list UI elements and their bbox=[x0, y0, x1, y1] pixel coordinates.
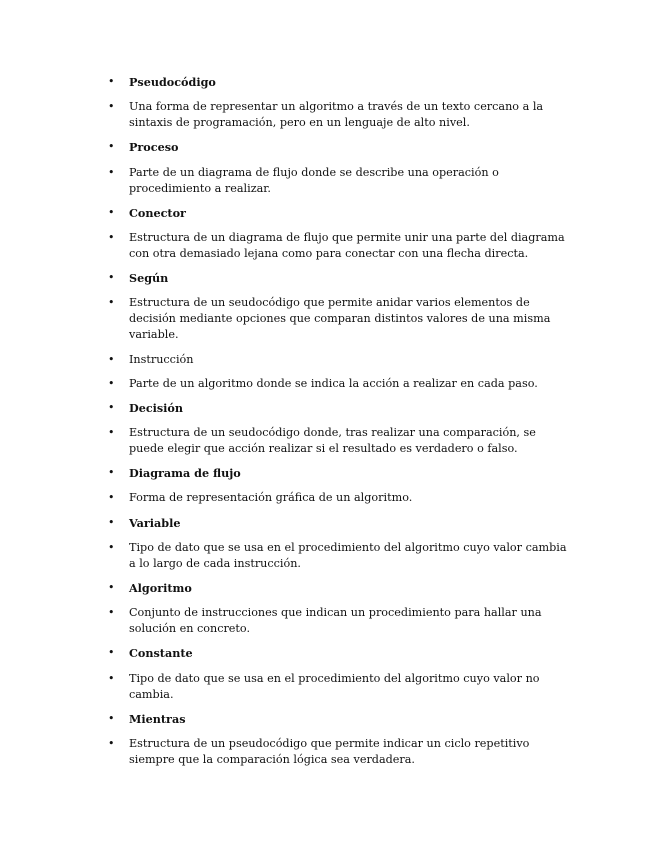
glossary-term bbox=[108, 352, 568, 368]
bullet-icon: • bbox=[108, 165, 115, 179]
bullet-icon: • bbox=[108, 736, 115, 750]
glossary-definition bbox=[108, 605, 568, 637]
definition-text: Una forma de representar un algoritmo a través de un texto cercano a la sintaxis de programación, pero en un lenguaje de alto nivel. bbox=[129, 100, 544, 130]
term-text: Mientras bbox=[129, 711, 186, 726]
glossary-definition bbox=[108, 165, 568, 197]
bullet-icon: • bbox=[108, 296, 115, 310]
definition-text: Estructura de un seudocódigo que permite anidar varios elementos de decisión mediante opciones que comparan distintos valores de una misma variable. bbox=[129, 296, 551, 342]
glossary-term bbox=[108, 515, 568, 532]
bullet-icon: • bbox=[108, 515, 115, 529]
term-text: Constante bbox=[129, 646, 193, 661]
glossary-definition bbox=[108, 540, 568, 572]
glossary-term bbox=[108, 205, 568, 222]
bullet-icon: • bbox=[108, 426, 115, 440]
bullet-icon: • bbox=[108, 230, 115, 244]
bullet-icon: • bbox=[108, 400, 115, 414]
term-text: Instrucción bbox=[129, 352, 194, 366]
bullet-icon: • bbox=[108, 75, 115, 88]
bullet-icon: • bbox=[108, 581, 115, 594]
glossary-term bbox=[108, 270, 568, 287]
glossary-term bbox=[108, 645, 568, 662]
glossary-term bbox=[108, 74, 568, 91]
definition-text: Estructura de un diagrama de flujo que permite unir una parte del diagrama con otra demasiado lejana como para conectar con una flecha directa. bbox=[129, 230, 565, 260]
glossary-term bbox=[108, 465, 568, 482]
definition-text: Estructura de un seudocódigo donde, tras realizar una comparación, se puede elegir que acción realizar si el resultado es verdadero o falso. bbox=[129, 426, 536, 456]
definition-text: Parte de un diagrama de flujo donde se describe una operación o procedimiento a realizar. bbox=[129, 165, 499, 195]
term-text: Conector bbox=[129, 205, 186, 220]
glossary-definition bbox=[108, 671, 568, 703]
term-text: Algoritmo bbox=[129, 581, 192, 595]
bullet-icon: • bbox=[108, 271, 115, 285]
term-text: Diagrama de flujo bbox=[129, 466, 241, 481]
definition-text: Tipo de dato que se usa en el procedimiento del algoritmo cuyo valor no cambia. bbox=[129, 671, 540, 701]
definition-text: Forma de representación gráfica de un algoritmo. bbox=[129, 491, 413, 505]
bullet-icon: • bbox=[108, 540, 115, 554]
bullet-icon: • bbox=[108, 205, 115, 219]
glossary-term bbox=[108, 400, 568, 417]
term-text: Pseudocódigo bbox=[129, 75, 216, 89]
definition-text: Tipo de dato que se usa en el procedimiento del algoritmo cuyo valor cambia a lo largo de cada instrucción. bbox=[129, 540, 567, 570]
glossary-term bbox=[108, 580, 568, 597]
bullet-icon: • bbox=[108, 140, 115, 154]
definition-text: Conjunto de instrucciones que indican un procedimiento para hallar una solución en concreto. bbox=[129, 606, 542, 636]
glossary-term bbox=[108, 711, 568, 728]
bullet-icon: • bbox=[108, 711, 115, 725]
glossary-definition bbox=[108, 230, 568, 262]
glossary-term bbox=[108, 139, 568, 156]
bullet-icon: • bbox=[108, 606, 115, 620]
bullet-icon: • bbox=[108, 646, 115, 660]
term-text: Decisión bbox=[129, 400, 184, 415]
bullet-icon: • bbox=[108, 352, 115, 366]
glossary-definition bbox=[108, 490, 568, 506]
definition-text: Estructura de un pseudocódigo que permite indicar un ciclo repetitivo siempre que la comparación lógica sea verdadera. bbox=[129, 736, 530, 766]
glossary-definition bbox=[108, 99, 568, 131]
bullet-icon: • bbox=[108, 466, 115, 480]
bullet-icon: • bbox=[108, 491, 115, 505]
term-text: Según bbox=[129, 271, 169, 286]
glossary-list bbox=[108, 74, 568, 776]
bullet-icon: • bbox=[108, 671, 115, 685]
bullet-icon: • bbox=[108, 100, 115, 114]
glossary-definition bbox=[108, 736, 568, 768]
bullet-icon: • bbox=[108, 376, 115, 390]
term-text: Variable bbox=[129, 515, 181, 530]
term-text: Proceso bbox=[129, 140, 179, 155]
glossary-definition bbox=[108, 425, 568, 457]
definition-text: Parte de un algoritmo donde se indica la acción a realizar en cada paso. bbox=[129, 376, 538, 390]
glossary-definition bbox=[108, 376, 568, 392]
glossary-definition bbox=[108, 295, 568, 343]
